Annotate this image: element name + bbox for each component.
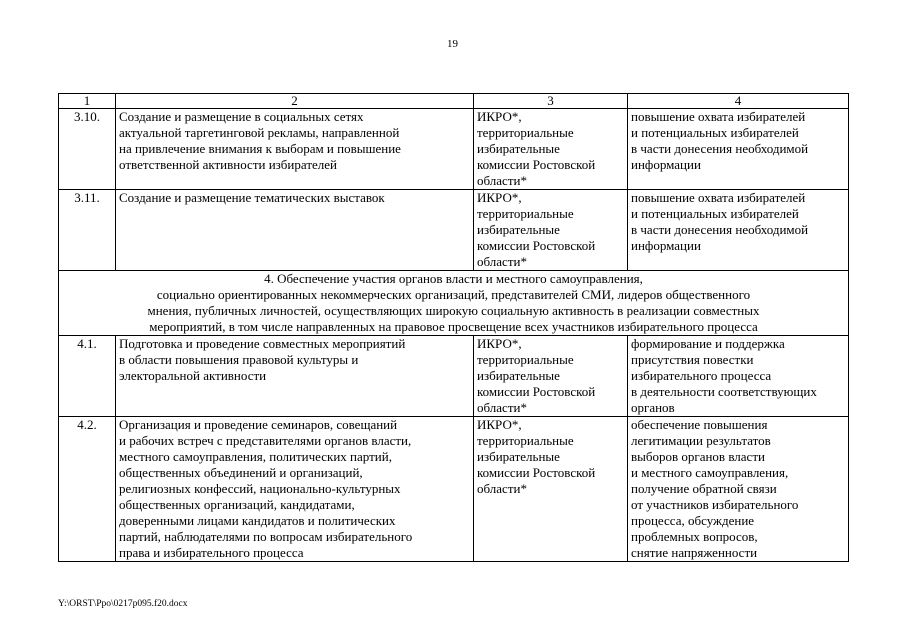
- cell-line: проблемных вопросов,: [631, 529, 758, 544]
- result-cell: [628, 336, 849, 417]
- cell-line: в деятельности соответствующих: [631, 384, 817, 399]
- cell-line: избирательные: [477, 449, 560, 464]
- cell-line: Организация и проведение семинаров, совещаний: [119, 417, 398, 432]
- cell-line: ответственной активности избирателей: [119, 157, 337, 172]
- row-number: 4.2.: [59, 417, 116, 562]
- cell-line: электоральной активности: [119, 368, 267, 383]
- cell-line: ИКРО*,: [477, 190, 522, 205]
- cell-line: комиссии Ростовской: [477, 157, 596, 172]
- table-row: [59, 336, 849, 417]
- cell-line: ИКРО*,: [477, 417, 522, 432]
- header-col-4: 4: [628, 94, 849, 109]
- cell-line: области*: [477, 254, 527, 269]
- action-cell: [116, 109, 474, 190]
- cell-line: от участников избирательного: [631, 497, 799, 512]
- result-cell: [628, 417, 849, 562]
- action-cell: [116, 336, 474, 417]
- cell-line: снятие напряженности: [631, 545, 758, 560]
- cell-line: Подготовка и проведение совместных мероприятий: [119, 336, 406, 351]
- cell-line: в области повышения правовой культуры и: [119, 352, 359, 367]
- section-line: мероприятий, в том числе направленных на правовое просвещение всех участников избирательного процесса: [149, 319, 758, 334]
- cell-line: процесса, обсуждение: [631, 513, 755, 528]
- cell-line: доверенными лицами кандидатов и политических: [119, 513, 396, 528]
- cell-line: области*: [477, 173, 527, 188]
- cell-line: в части донесения необходимой: [631, 141, 809, 156]
- responsible-cell: [474, 417, 628, 562]
- table-row: [59, 417, 849, 562]
- cell-line: комиссии Ростовской: [477, 238, 596, 253]
- result-cell: [628, 109, 849, 190]
- cell-line: области*: [477, 481, 527, 496]
- cell-line: обеспечение повышения: [631, 417, 768, 432]
- responsible-cell: [474, 336, 628, 417]
- result-cell: [628, 190, 849, 271]
- cell-line: и рабочих встреч с представителями органов власти,: [119, 433, 412, 448]
- row-number: 4.1.: [59, 336, 116, 417]
- header-col-2: 2: [116, 94, 474, 109]
- cell-line: права и избирательного процесса: [119, 545, 304, 560]
- responsible-cell: [474, 109, 628, 190]
- cell-line: территориальные: [477, 125, 574, 140]
- section-heading: [59, 271, 849, 336]
- cell-line: области*: [477, 400, 527, 415]
- cell-line: территориальные: [477, 206, 574, 221]
- section-line: мнения, публичных личностей, осуществляющих широкую социальную активность в реализации совместных: [147, 303, 760, 318]
- cell-line: территориальные: [477, 352, 574, 367]
- header-col-1: 1: [59, 94, 116, 109]
- header-col-3: 3: [474, 94, 628, 109]
- cell-line: в части донесения необходимой: [631, 222, 809, 237]
- cell-line: религиозных конфессий, национально-культурных: [119, 481, 401, 496]
- table-row: [59, 190, 849, 271]
- page-number: 19: [447, 38, 458, 50]
- cell-line: выборов органов власти: [631, 449, 765, 464]
- cell-line: присутствия повестки: [631, 352, 754, 367]
- file-path-footer: Y:\ORST\Ppo\0217p095.f20.docx: [58, 599, 188, 609]
- cell-line: Создание и размещение в социальных сетях: [119, 109, 364, 124]
- table-row: [59, 109, 849, 190]
- cell-line: и потенциальных избирателей: [631, 206, 799, 221]
- plan-table: [58, 93, 849, 562]
- row-number: 3.11.: [59, 190, 116, 271]
- cell-line: избирательные: [477, 222, 560, 237]
- cell-line: получение обратной связи: [631, 481, 777, 496]
- cell-line: ИКРО*,: [477, 109, 522, 124]
- cell-line: информации: [631, 238, 701, 253]
- cell-line: и местного самоуправления,: [631, 465, 789, 480]
- cell-line: избирательные: [477, 141, 560, 156]
- row-number: 3.10.: [59, 109, 116, 190]
- cell-line: повышение охвата избирателей: [631, 190, 806, 205]
- cell-line: на привлечение внимания к выборам и повышение: [119, 141, 401, 156]
- cell-line: территориальные: [477, 433, 574, 448]
- cell-line: Создание и размещение тематических выставок: [119, 190, 385, 205]
- action-cell: [116, 417, 474, 562]
- cell-line: общественных объединений и организаций,: [119, 465, 363, 480]
- responsible-cell: [474, 190, 628, 271]
- cell-line: комиссии Ростовской: [477, 465, 596, 480]
- cell-line: избирательные: [477, 368, 560, 383]
- cell-line: органов: [631, 400, 675, 415]
- cell-line: ИКРО*,: [477, 336, 522, 351]
- section-row: [59, 271, 849, 336]
- action-cell: [116, 190, 474, 271]
- cell-line: общественных организаций, кандидатами,: [119, 497, 355, 512]
- cell-line: актуальной таргетинговой рекламы, направленной: [119, 125, 400, 140]
- header-row: [59, 94, 849, 109]
- cell-line: избирательного процесса: [631, 368, 772, 383]
- cell-line: комиссии Ростовской: [477, 384, 596, 399]
- section-line: 4. Обеспечение участия органов власти и местного самоуправления,: [264, 271, 643, 286]
- cell-line: и потенциальных избирателей: [631, 125, 799, 140]
- cell-line: формирование и поддержка: [631, 336, 785, 351]
- cell-line: партий, наблюдателями по вопросам избирательного: [119, 529, 413, 544]
- section-line: социально ориентированных некоммерческих организаций, представителей СМИ, лидеров общественного: [156, 287, 751, 302]
- cell-line: легитимации результатов: [631, 433, 771, 448]
- cell-line: повышение охвата избирателей: [631, 109, 806, 124]
- cell-line: информации: [631, 157, 701, 172]
- cell-line: местного самоуправления, политических партий,: [119, 449, 392, 464]
